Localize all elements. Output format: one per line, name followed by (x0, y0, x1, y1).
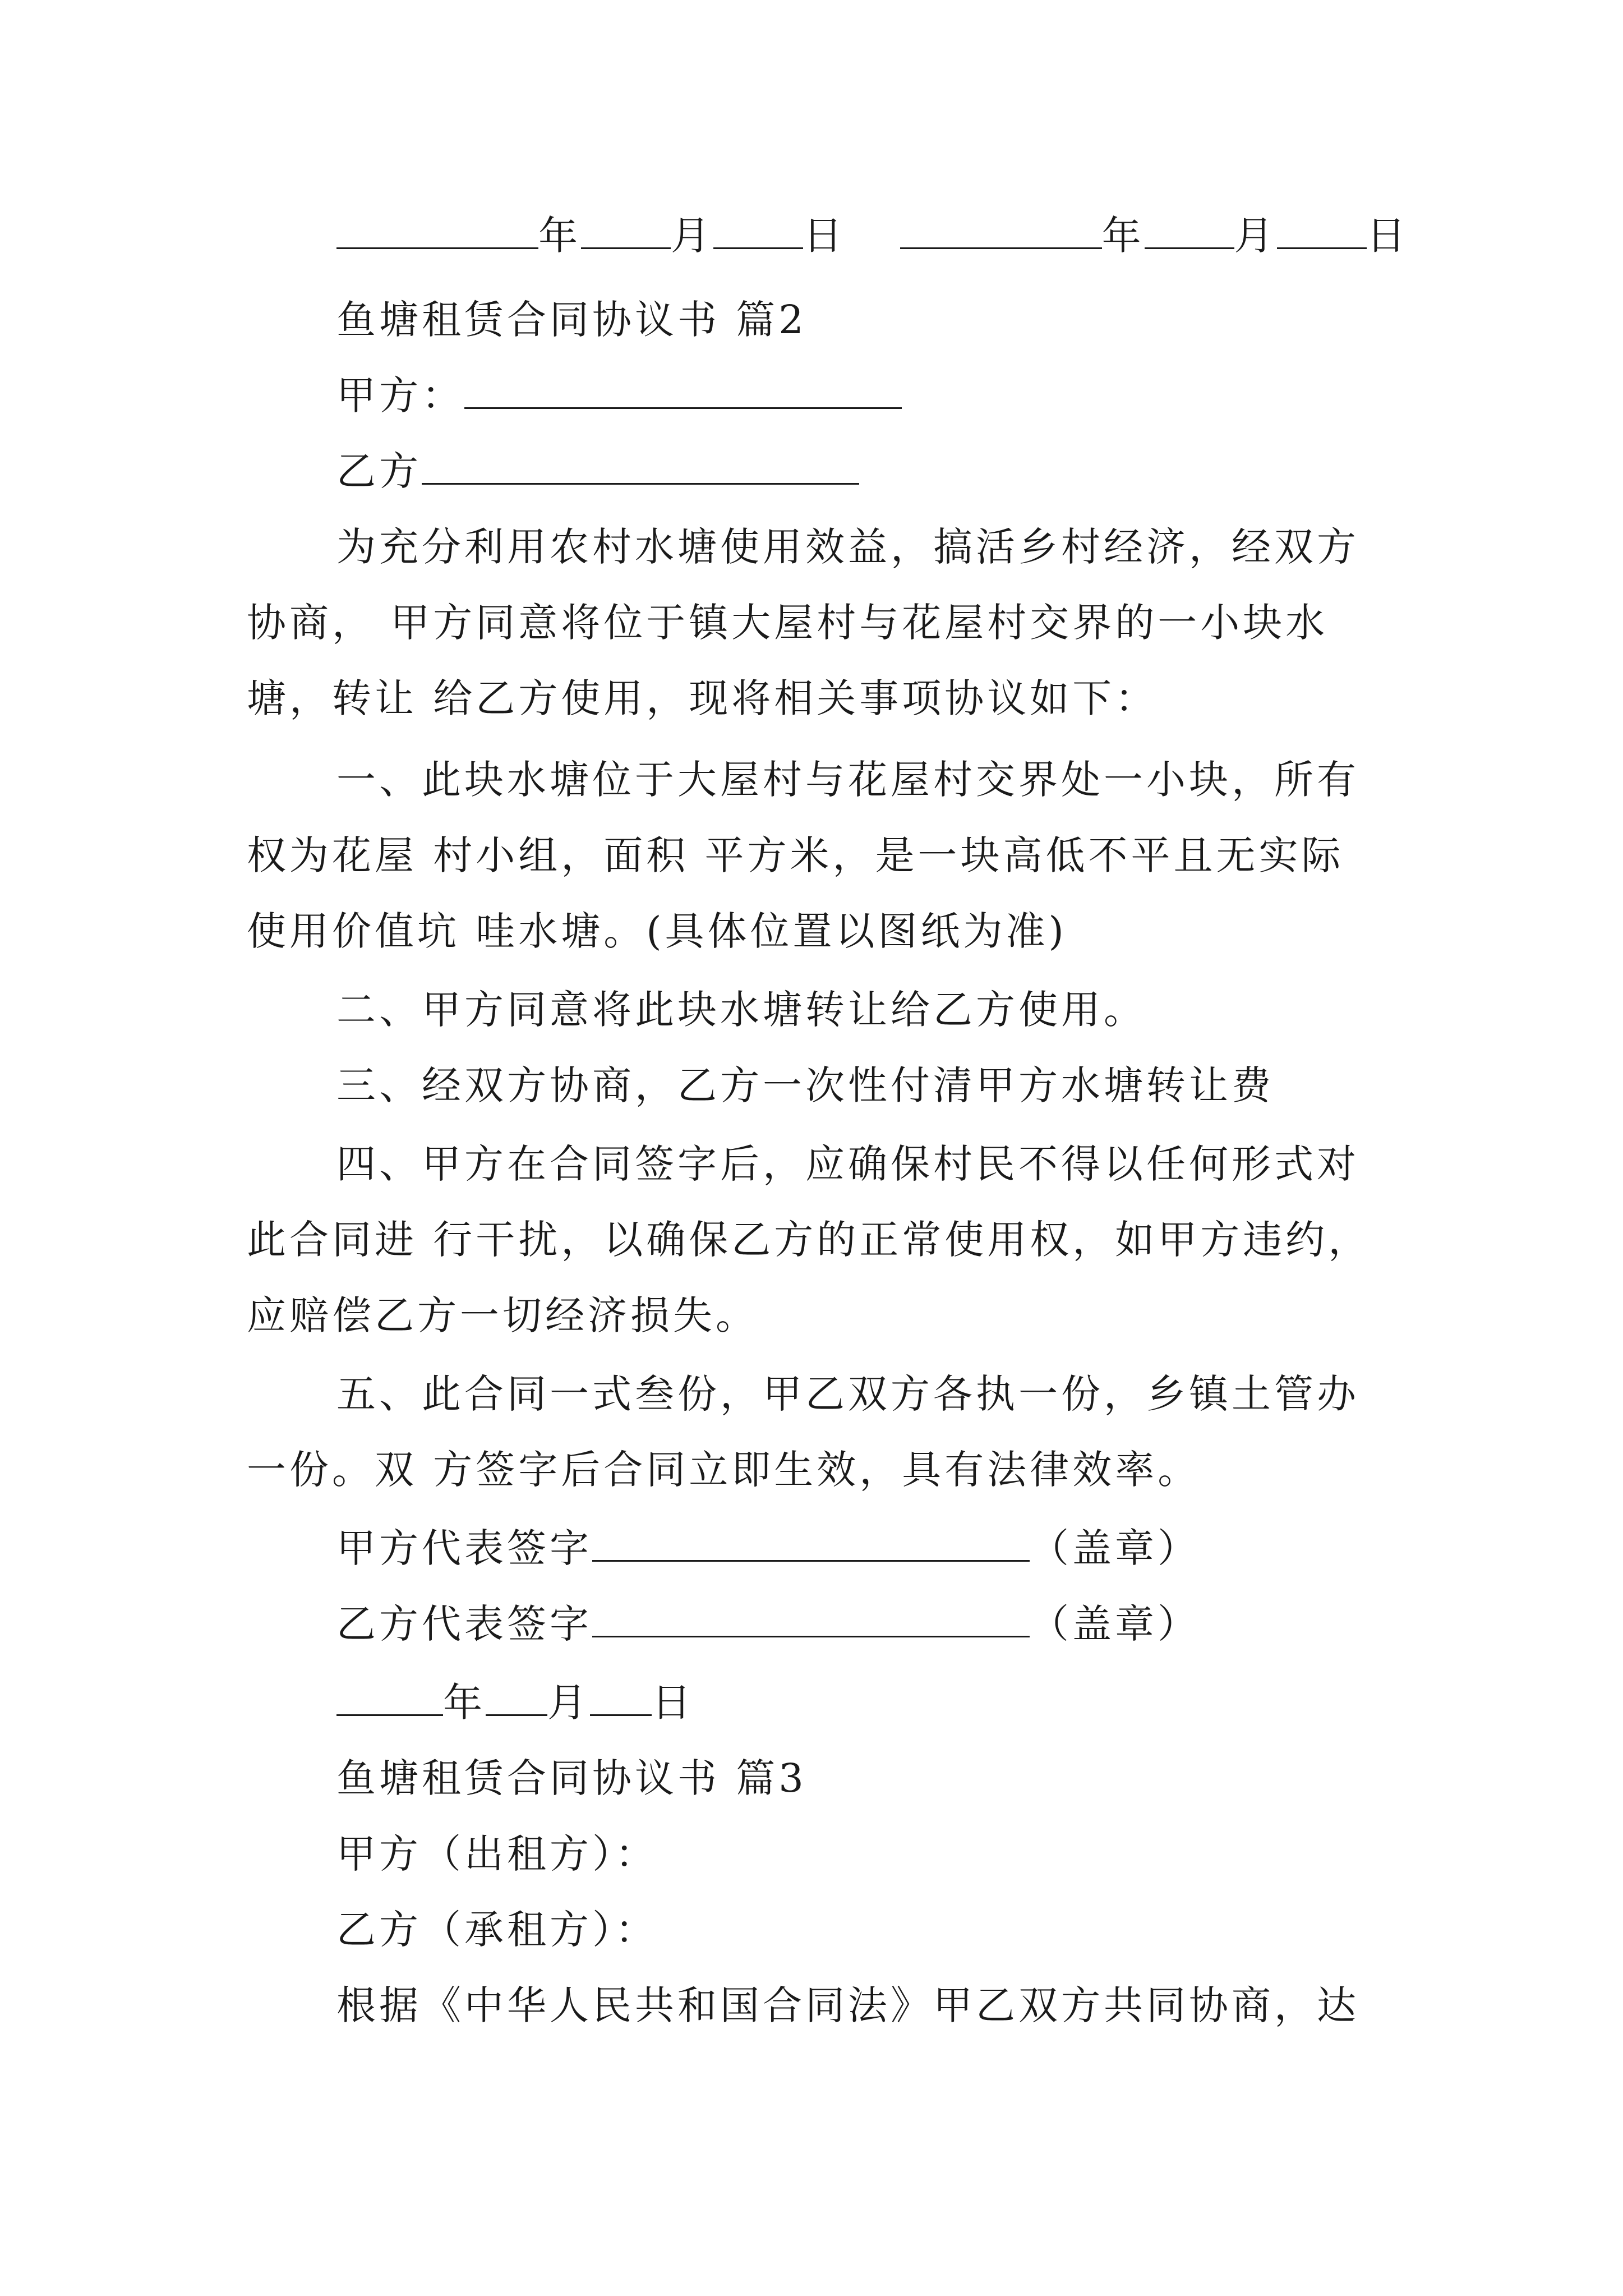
day-label: 日 (652, 1680, 694, 1726)
seal-label: （盖章） (1030, 1601, 1200, 1647)
clause1-line-2: 权为花屋 村小组，面积 平方米，是一块高低不平且无实际 (247, 832, 1344, 878)
blank-year (336, 1676, 443, 1716)
section3-title: 鱼塘租赁合同协议书 篇3 (336, 1755, 807, 1801)
sign-b-line (336, 1596, 1469, 1652)
clause4-line-2: 此合同进 行干扰，以确保乙方的正常使用权，如甲方违约， (247, 1217, 1371, 1263)
seal-label: （盖章） (1030, 1525, 1200, 1571)
section3-party-a: 甲方（出租方）： (336, 1831, 658, 1877)
clause2: 二、甲方同意将此块水塘转让给乙方使用。 (336, 987, 1146, 1033)
blank-year (900, 209, 1102, 249)
date-line-top (336, 208, 1469, 264)
year-label: 年 (1101, 213, 1145, 259)
blank-month (486, 1676, 547, 1716)
clause3: 三、经双方协商，乙方一次性付清甲方水塘转让费 (336, 1062, 1274, 1108)
month-label: 月 (547, 1680, 590, 1726)
blank-day (713, 209, 803, 249)
sign-a-line (336, 1520, 1469, 1576)
section3-intro: 根据《中华人民共和国合同法》甲乙双方共同协商，达 (336, 1982, 1359, 2028)
clause5-line-1: 五、此合同一式叁份，甲乙双方各执一份，乡镇土管办 (336, 1371, 1359, 1417)
party-a-line (336, 367, 1469, 424)
blank-day (590, 1676, 652, 1716)
party-a-blank (464, 369, 902, 409)
party-b-blank (422, 445, 859, 485)
date-line-section2 (336, 1674, 1469, 1731)
day-label: 日 (803, 213, 846, 259)
clause4-line-1: 四、甲方在合同签字后，应确保村民不得以任何形式对 (336, 1141, 1359, 1187)
year-label: 年 (443, 1680, 486, 1726)
intro-line-1: 为充分利用农村水塘使用效益，搞活乡村经济，经双方 (336, 524, 1359, 570)
month-label: 月 (671, 213, 713, 259)
blank-year (336, 209, 538, 249)
sign-b-label: 乙方代表签字 (336, 1601, 592, 1647)
blank-month (581, 209, 671, 249)
party-a-label: 甲方： (336, 372, 464, 418)
party-b-line (336, 443, 1469, 499)
sign-b-blank (592, 1598, 1030, 1637)
party-b-label: 乙方 (336, 448, 422, 494)
month-label: 月 (1234, 213, 1277, 259)
clause1-line-3: 使用价值坑 哇水塘。(具体位置以图纸为准) (247, 908, 1067, 954)
clause5-line-2: 一份。双 方签字后合同立即生效，具有法律效率。 (247, 1447, 1201, 1493)
blank-month (1145, 209, 1234, 249)
blank-day (1277, 209, 1367, 249)
intro-line-3: 塘，转让 给乙方使用，现将相关事项协议如下： (247, 675, 1158, 721)
sign-a-label: 甲方代表签字 (336, 1525, 592, 1571)
year-label: 年 (538, 213, 581, 259)
day-label: 日 (1366, 213, 1409, 259)
section2-title: 鱼塘租赁合同协议书 篇2 (336, 297, 807, 343)
clause4-line-3: 应赔偿乙方一切经济损失。 (247, 1292, 758, 1338)
sign-a-blank (592, 1522, 1030, 1562)
intro-line-2: 协商， 甲方同意将位于镇大屋村与花屋村交界的一小块水 (247, 600, 1329, 646)
section3-party-b: 乙方（承租方）： (336, 1907, 658, 1953)
clause1-line-1: 一、此块水塘位于大屋村与花屋村交界处一小块，所有 (336, 757, 1359, 803)
